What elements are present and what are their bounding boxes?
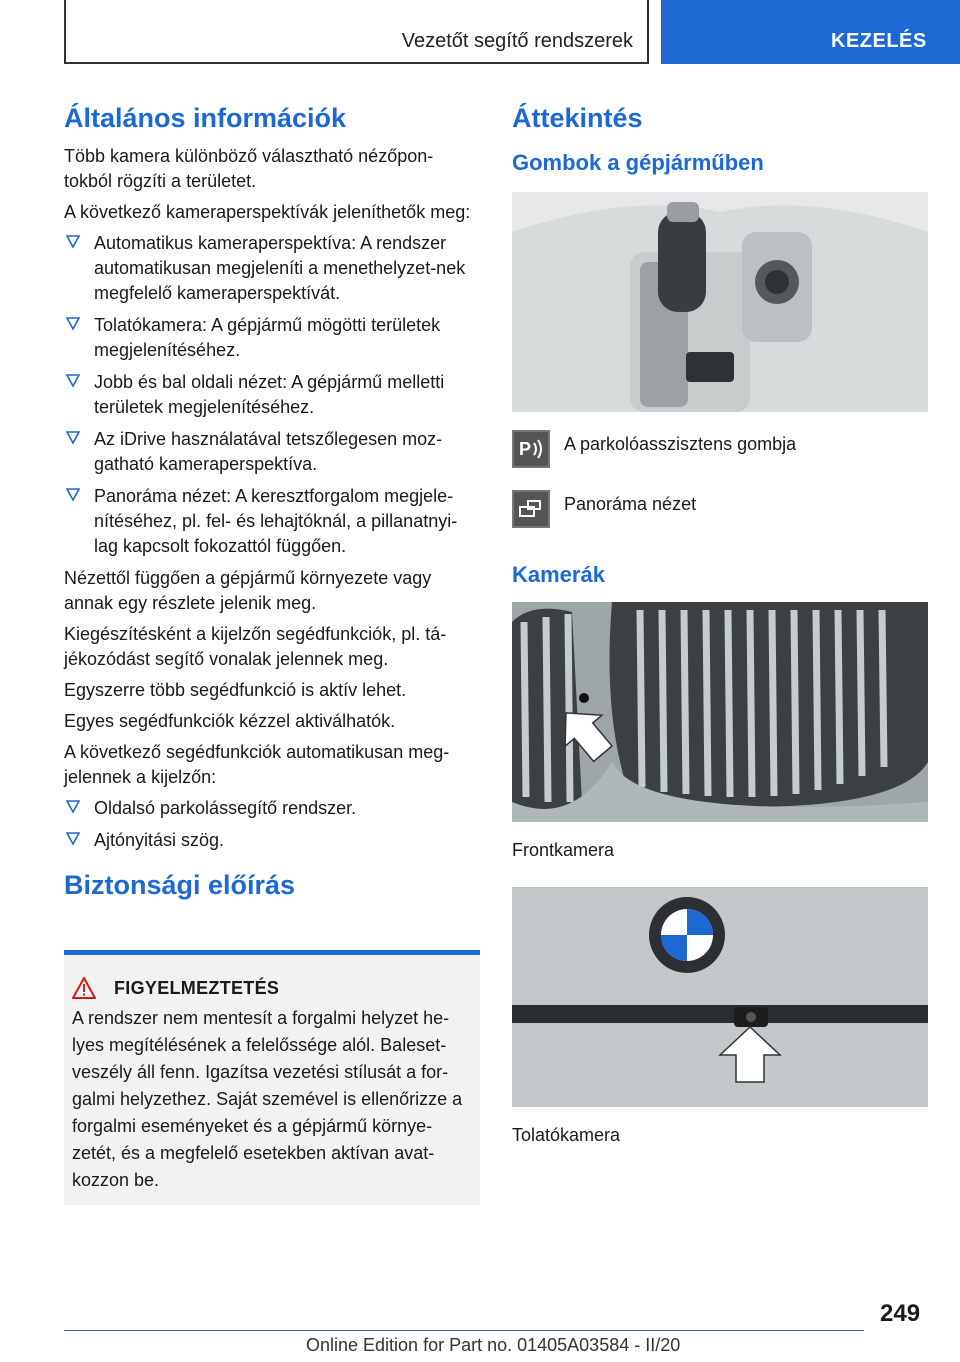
triangle-bullet-icon xyxy=(66,488,80,502)
perspective-list xyxy=(64,231,480,559)
caption-rear-camera: Tolatókamera xyxy=(512,1125,621,1145)
list-item: Az iDrive használatával tetszőlegesen moz-gatható kameraperspektíva. xyxy=(64,427,480,477)
list-item: Oldalsó parkolássegítő rendszer. xyxy=(64,796,480,821)
heading-overview: Áttekintés xyxy=(512,103,643,133)
caption-front-camera: Frontkamera xyxy=(512,840,615,860)
legend-label: A parkolóasszisztens gombja xyxy=(564,434,797,454)
triangle-bullet-icon xyxy=(66,800,80,814)
triangle-bullet-icon xyxy=(66,317,80,331)
triangle-bullet-icon xyxy=(66,832,80,846)
paragraph: A következő segédfunkciók automatikusan meg-jelennek a kijelzőn: xyxy=(64,742,450,787)
triangle-bullet-icon xyxy=(66,235,80,249)
warning-box xyxy=(64,950,480,1205)
heading-general-info: Általános információk xyxy=(64,103,347,133)
subheading-cameras: Kamerák xyxy=(512,562,605,587)
paragraph: A következő kameraperspektívák jeleníthetők meg: xyxy=(64,202,471,222)
legend-row xyxy=(512,490,928,550)
legend-label: Panoráma nézet xyxy=(564,494,697,514)
footer-divider xyxy=(64,1330,864,1331)
front-camera-image xyxy=(512,602,928,822)
triangle-bullet-icon xyxy=(66,431,80,445)
list-item: Tolatókamera: A gépjármű mögötti területek megjelenítéséhez. xyxy=(64,313,480,363)
rear-camera-image xyxy=(512,887,928,1107)
paragraph: Egyszerre több segédfunkció is aktív lehet. xyxy=(64,680,407,700)
subheading-buttons: Gombok a gépjárműben xyxy=(512,150,764,175)
paragraph: Nézettől függően a gépjármű környezete vagy annak egy részlete jelenik meg. xyxy=(64,568,432,613)
warning-header xyxy=(72,977,472,999)
warning-text: A rendszer nem mentesít a forgalmi helyzet he-lyes megítélésének a felelőssége alól. Baleset-veszély áll fenn. Igazítsa vezetési stílusát a for-galmi helyzethez. Saját szemével is ellenőrizze a forgalmi eseményeket és a gépjármű környe-zetét, és a megfelelő esetekben aktívan avat-kozzon be. xyxy=(72,1008,463,1190)
section-title: Vezetőt segítő rendszerek xyxy=(401,30,633,52)
left-column xyxy=(64,100,480,911)
footer-edition: Online Edition for Part no. 01405A03584 - II/20 xyxy=(306,1335,681,1355)
chapter-tab[interactable] xyxy=(661,0,960,64)
chapter-tab-label: KEZELÉS xyxy=(831,30,927,52)
auto-functions-list xyxy=(64,796,480,853)
header-section-box xyxy=(64,0,649,64)
list-item: Panoráma nézet: A keresztforgalom megjele-nítéséhez, pl. fel- és lehajtóknál, a pillanatnyi-lag kapcsolt fokozattól függően. xyxy=(64,484,480,559)
list-item: Ajtónyitási szög. xyxy=(64,828,480,853)
panorama-view-icon xyxy=(512,490,550,528)
paragraph: Kiegészítésként a kijelzőn segédfunkciók, pl. tá-jékozódást segítő vonalak jelennek meg. xyxy=(64,624,447,669)
list-item: Automatikus kameraperspektíva: A rendszer automatikusan megjeleníti a menethelyzet-nek megfelelő kameraperspektívát. xyxy=(64,231,480,306)
svg-text:P: P xyxy=(519,439,532,459)
right-column xyxy=(512,100,928,1148)
list-item: Jobb és bal oldali nézet: A gépjármű melletti területek megjelenítéséhez. xyxy=(64,370,480,420)
warning-triangle-icon xyxy=(72,977,96,999)
warning-title: FIGYELMEZTETÉS xyxy=(114,977,280,998)
page-number: 249 xyxy=(880,1300,921,1327)
paragraph: Több kamera különböző választható nézőpon-tokból rögzíti a területet. xyxy=(64,146,434,191)
legend-row xyxy=(512,430,928,490)
center-console-image xyxy=(512,192,928,412)
parking-assistant-icon xyxy=(512,430,550,468)
paragraph: Egyes segédfunkciók kézzel aktiválhatók. xyxy=(64,711,396,731)
heading-safety: Biztonsági előírás xyxy=(64,870,296,900)
triangle-bullet-icon xyxy=(66,374,80,388)
